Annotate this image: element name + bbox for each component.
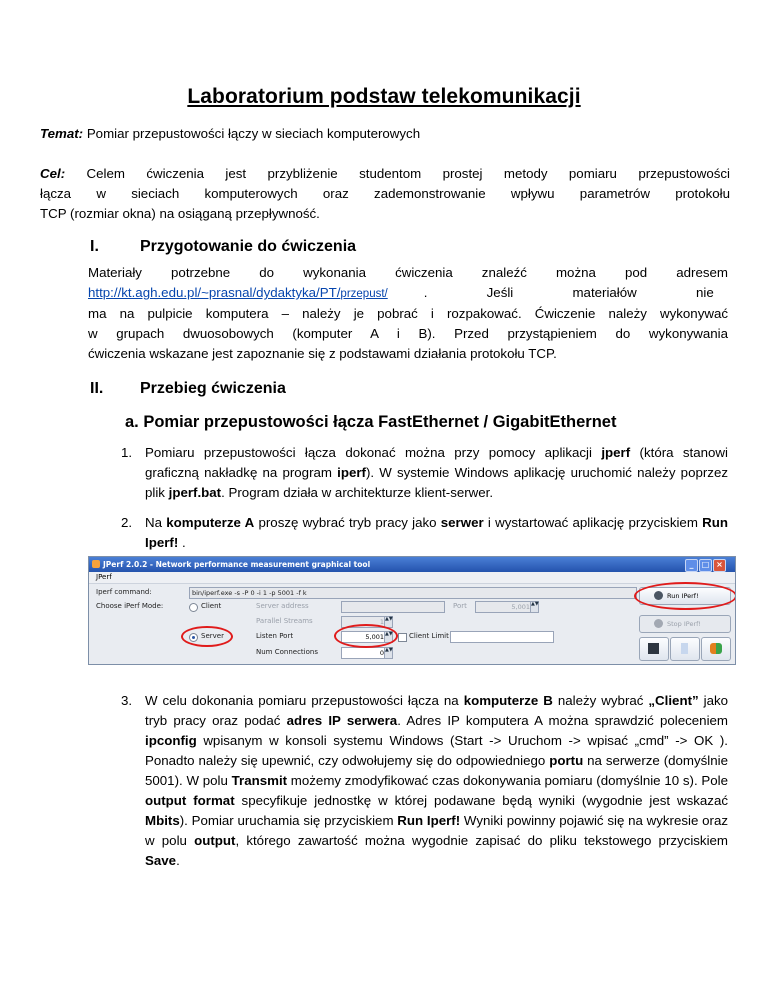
section-1-title: Przygotowanie do ćwiczenia <box>140 238 357 255</box>
client-limit-field[interactable] <box>450 631 554 643</box>
close-icon[interactable]: × <box>713 559 726 572</box>
materials-link-text: http://kt.agh.edu.pl/~prasnal/dydaktyka/PT/ <box>88 285 341 300</box>
item3-bold-3: adres IP serwera <box>286 713 398 728</box>
server-address-field[interactable] <box>341 601 445 613</box>
save-icon <box>648 643 659 654</box>
list-item-2 <box>121 513 728 553</box>
page-title: Laboratorium podstaw telekomunikacji <box>187 85 581 108</box>
section-2-title: Przebieg ćwiczenia <box>140 380 286 397</box>
cmd-label: Iperf command: <box>96 588 152 596</box>
port-field[interactable]: 5,001 <box>475 601 534 613</box>
s1-line-3: ma na pulpicie komputera – należy je pobrać i rozpakować. Ćwiczenie należy wykonywać <box>88 306 728 321</box>
item3-bold-2: „Client” <box>648 693 699 708</box>
restore-button[interactable] <box>670 637 700 661</box>
s1-line-5: ćwiczenia wskazane jest zapoznanie się z podstawami działania protokołu TCP. <box>88 346 557 361</box>
item3-bold-5: portu <box>549 753 584 768</box>
s1-line-1: Materiały potrzebne do wykonania ćwiczenia znaleźć można pod adresem <box>88 265 728 280</box>
minimize-icon[interactable]: _ <box>685 559 698 572</box>
jperf-title-bar <box>89 557 735 572</box>
item2-bold-2: serwer <box>440 515 484 530</box>
item1-text-4: . Program działa w architekturze klient-serwer. <box>221 485 494 500</box>
item2-bold-1: komputerze A <box>166 515 255 530</box>
stop-icon <box>654 619 663 628</box>
server-label: Server <box>201 632 224 640</box>
num-connections-spinner-icon[interactable]: ▲▼ <box>384 647 393 659</box>
client-radio[interactable] <box>189 603 198 612</box>
listen-port-spinner-icon[interactable]: ▲▼ <box>384 631 393 643</box>
num-connections-field[interactable]: 0 <box>341 647 388 659</box>
item3-bold-6: Transmit <box>231 773 288 788</box>
item3-text-4: . Adres IP komputera A można sprawdzić poleceniem <box>397 713 728 728</box>
stop-iperf-label: Stop IPerf! <box>667 620 702 628</box>
item3-bold-8: Mbits <box>145 813 180 828</box>
goal-paragraph <box>40 164 730 224</box>
section-1-number: I. <box>90 238 99 255</box>
item1-bold-2: iperf <box>337 465 366 480</box>
num-connections-label: Num Connections <box>256 648 318 656</box>
item1-text-3: ). W systemie Windows aplikację uruchomić należy poprzez plik <box>145 465 728 500</box>
item3-text-6: na serwerze (domyślnie 5001). W polu <box>145 753 729 788</box>
item2-text-4: . <box>178 535 186 550</box>
item1-bold-3: jperf.bat <box>168 485 222 500</box>
port-spinner-icon[interactable]: ▲▼ <box>530 601 539 613</box>
topic-text: Pomiar przepustowości łączy w sieciach komputerowych <box>86 126 421 141</box>
list-item-2-number: 2. <box>121 515 133 530</box>
list-item-1 <box>121 443 728 503</box>
item3-text-7: możemy zmodyfikować czas dokonywania pomiaru (domyślnie 10 s). Pole <box>287 773 728 788</box>
item3-text-1: W celu dokonania pomiaru przepustowości łącza na <box>145 693 464 708</box>
server-address-label: Server address <box>256 602 309 610</box>
goal-line-2: łącza w sieciach komputerowych oraz zademonstrowanie wpływu parametrów protokołu <box>40 186 730 201</box>
item3-bold-11: Save <box>145 853 177 868</box>
parallel-spinner-icon[interactable]: ▲▼ <box>384 616 393 628</box>
run-button-highlight <box>634 582 736 610</box>
list-item-3 <box>121 691 729 871</box>
s1-line-2 <box>88 283 728 304</box>
refresh-icon <box>710 643 722 654</box>
topic-label: Temat: <box>40 126 84 141</box>
item3-text-5: wpisanym w konsoli systemu Windows (Start -> Uruchom -> wpisać „cmd” -> OK ). Ponadto należy się upewnić, czy odwołujemy się do odpowiedniego <box>145 733 728 768</box>
item3-bold-4: ipconfig <box>145 733 197 748</box>
section-1-paragraph <box>88 263 728 364</box>
s1-after-link: . Jeśli materiałów nie <box>423 285 714 300</box>
jperf-screenshot <box>88 556 736 665</box>
item1-text-2: (która stanowi graficzną nakładkę na program <box>145 445 728 480</box>
item2-text-3: i wystartować aplikację przyciskiem <box>483 515 703 530</box>
port-label: Port <box>453 602 467 610</box>
list-item-3-number: 3. <box>121 693 133 708</box>
parallel-streams-field[interactable]: 1 <box>341 616 388 628</box>
goal-text-1: Celem ćwiczenia jest przybliżenie studentom prostej metody pomiaru przepustowości <box>86 166 730 181</box>
item2-text-1: Na <box>145 515 167 530</box>
item3-bold-10: output <box>194 833 236 848</box>
goal-line-3: TCP (rozmiar okna) na osiąganą przepływność. <box>40 206 320 221</box>
listen-port-label: Listen Port <box>256 632 294 640</box>
item3-bold-1: komputerze B <box>463 693 553 708</box>
client-limit-checkbox[interactable] <box>398 633 407 642</box>
goal-label: Cel: <box>40 166 66 181</box>
client-label: Client <box>201 602 222 610</box>
item2-bold-3: Run Iperf! <box>145 515 728 550</box>
restore-icon <box>681 643 688 654</box>
item3-text-8: specyfikuje jednostkę w której podawane będą wyniki (wygodnie jest wskazać <box>234 793 728 808</box>
goal-line-1 <box>40 164 730 184</box>
server-highlight <box>181 626 233 647</box>
client-limit-label: Client Limit <box>409 632 449 640</box>
stop-iperf-button[interactable] <box>639 615 731 633</box>
s1-line-4: w grupach dwuosobowych (komputer A i B). Przed przystąpieniem do wykonywania <box>88 326 728 341</box>
listen-port-field[interactable]: 5,001 <box>341 631 388 643</box>
item3-bold-9: Run Iperf! <box>397 813 461 828</box>
save-button[interactable] <box>639 637 669 661</box>
list-item-1-number: 1. <box>121 445 133 460</box>
item1-bold-1: jperf <box>601 445 631 460</box>
jperf-menu[interactable]: JPerf <box>96 573 112 581</box>
jperf-window-title: JPerf 2.0.2 - Network performance measurement graphical tool <box>103 560 371 569</box>
mode-label: Choose iPerf Mode: <box>96 602 164 610</box>
item3-text-3: jako tryb pracy oraz podać <box>145 693 729 728</box>
section-2-heading <box>90 380 690 402</box>
cmd-field[interactable]: bin/iperf.exe -s -P 0 -i 1 -p 5001 -f k <box>189 587 637 599</box>
item1-text-1: Pomiaru przepustowości łącza dokonać można przy pomocy aplikacji <box>145 445 602 460</box>
item3-text-11: , którego zawartość można wygodnie zapisać do pliku tekstowego przyciskiem <box>235 833 728 848</box>
java-icon <box>92 560 100 568</box>
parallel-streams-label: Parallel Streams <box>256 617 313 625</box>
materials-link-text-2: przepust/ <box>340 288 388 300</box>
jperf-menu-bar <box>89 572 735 584</box>
item3-text-10: Wyniki powinny pojawić się na wykresie oraz w polu <box>145 813 728 848</box>
listen-port-highlight <box>334 624 398 648</box>
maximize-icon[interactable]: □ <box>699 559 712 572</box>
materials-link[interactable] <box>88 285 388 300</box>
item3-text-2: należy wybrać <box>552 693 649 708</box>
section-2-number: II. <box>90 380 104 397</box>
refresh-button[interactable] <box>701 637 731 661</box>
item3-text-9: ). Pomiar uruchamia się przyciskiem <box>179 813 398 828</box>
section-1-heading <box>90 238 690 260</box>
item3-text-12: . <box>176 853 180 868</box>
item3-bold-7: output format <box>145 793 235 808</box>
topic-line <box>40 124 730 144</box>
run-iperf-label: Run IPerf! <box>667 592 699 600</box>
item2-text-2: proszę wybrać tryb pracy jako <box>254 515 441 530</box>
subsection-a-heading: a. Pomiar przepustowości łącza FastEthernet / GigabitEthernet <box>125 413 617 431</box>
